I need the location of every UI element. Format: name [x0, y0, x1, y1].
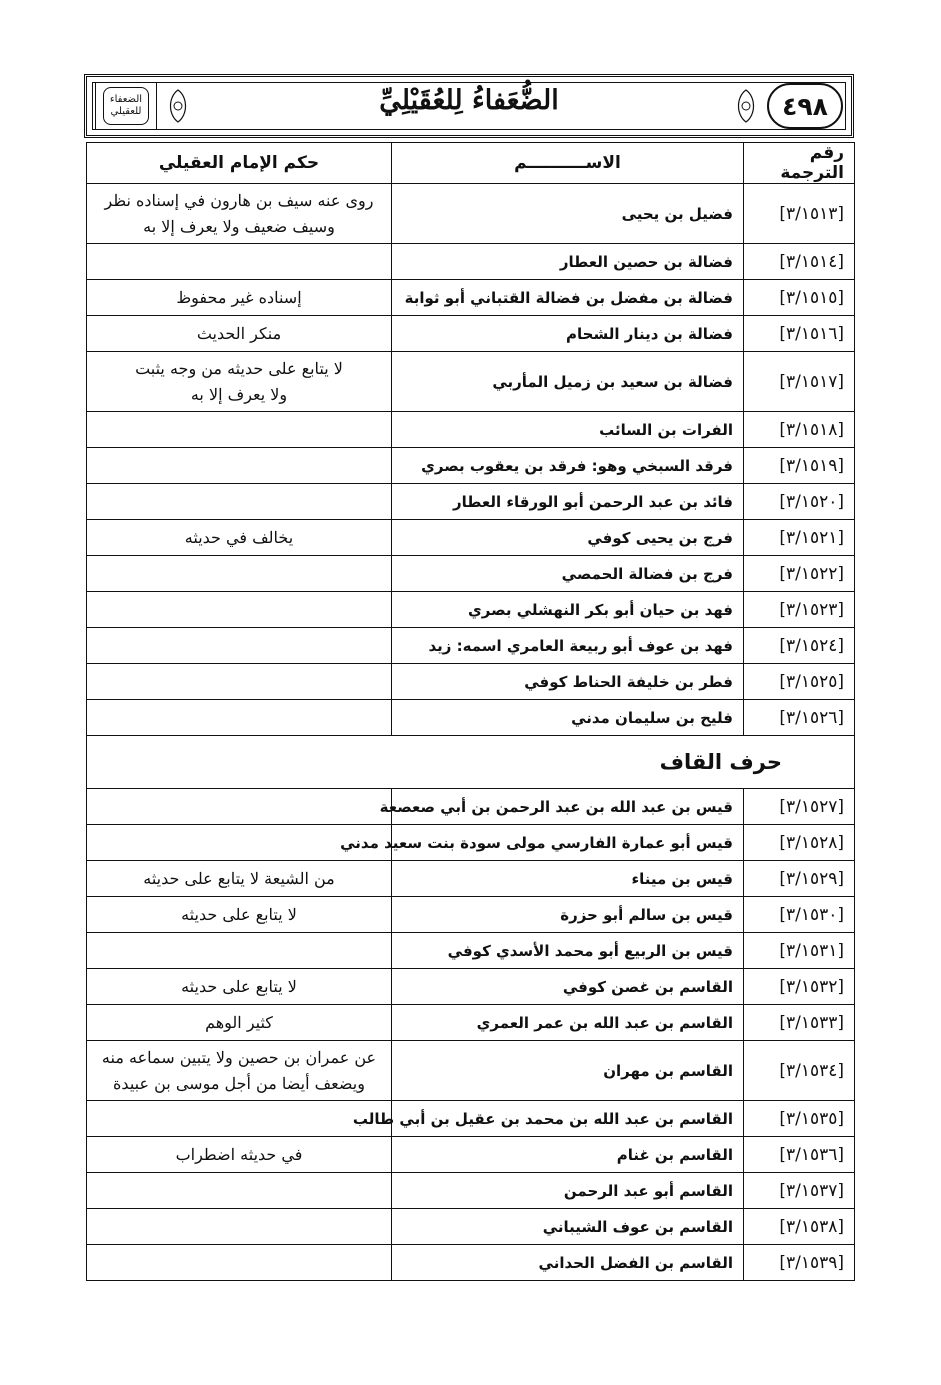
narrator-name: القاسم بن غصن كوفي [392, 969, 744, 1005]
narrators-table [86, 142, 855, 1281]
ruling-cell [87, 412, 392, 448]
entry-number: [٣/١٥١٤] [744, 244, 855, 280]
ruling-line: يخالف في حديثه [184, 527, 294, 547]
ornament-right-icon [731, 87, 761, 125]
ruling-cell [87, 1137, 392, 1173]
ruling-line: ويضعف أيضا من أجل موسى بن عبيدة [113, 1073, 365, 1093]
ruling-line: عن عمران بن حصين ولا يتبين سماعه منه [101, 1047, 377, 1067]
table-row [87, 628, 855, 664]
table-row [87, 700, 855, 736]
table-row [87, 1137, 855, 1173]
narrator-name: فرقد السبخي وهو: فرقد بن يعقوب بصري [392, 448, 744, 484]
ruling-line: منكر الحديث [196, 323, 282, 343]
entry-number: [٣/١٥٣٤] [744, 1041, 855, 1101]
narrator-name: فطر بن خليفة الحناط كوفي [392, 664, 744, 700]
ruling-cell [87, 448, 392, 484]
narrator-name: فهد بن عوف أبو ربيعة العامري اسمه: زيد [392, 628, 744, 664]
narrator-name: فضيل بن يحيى [392, 184, 744, 244]
table-row [87, 412, 855, 448]
narrator-name: قيس بن ميناء [392, 861, 744, 897]
table-body [87, 184, 855, 1281]
entry-number: [٣/١٥٢٠] [744, 484, 855, 520]
table-row [87, 789, 855, 825]
entry-number: [٣/١٥٣٢] [744, 969, 855, 1005]
entry-number: [٣/١٥٣٧] [744, 1173, 855, 1209]
entry-number: [٣/١٥٣٣] [744, 1005, 855, 1041]
narrator-name: الفرات بن السائب [392, 412, 744, 448]
narrator-name: قيس أبو عمارة الفارسي مولى سودة بنت سعيد مدني [392, 825, 744, 861]
ruling-cell [87, 861, 392, 897]
ruling-cell [87, 789, 392, 825]
page-number: ٤٩٨ [767, 83, 843, 129]
table-row [87, 969, 855, 1005]
ruling-cell [87, 556, 392, 592]
entry-number: [٣/١٥٢٦] [744, 700, 855, 736]
table-row [87, 280, 855, 316]
table-row [87, 244, 855, 280]
narrator-name: القاسم بن مهران [392, 1041, 744, 1101]
table-row [87, 592, 855, 628]
ruling-cell [87, 664, 392, 700]
table-row [87, 825, 855, 861]
narrator-name: القاسم أبو عبد الرحمن [392, 1173, 744, 1209]
table-row [87, 352, 855, 412]
book-logo-text: الضعفاء للعقيلي [103, 87, 149, 125]
ruling-cell [87, 1041, 392, 1101]
table-row [87, 861, 855, 897]
ruling-cell [87, 700, 392, 736]
table-row [87, 184, 855, 244]
narrator-name: قيس بن سالم أبو حزرة [392, 897, 744, 933]
entry-number: [٣/١٥٢٧] [744, 789, 855, 825]
table-row [87, 316, 855, 352]
narrator-name: القاسم بن عبد الله بن محمد بن عقيل بن أبي طالب [392, 1101, 744, 1137]
ruling-cell [87, 1005, 392, 1041]
page-header [84, 74, 854, 138]
table-row [87, 1005, 855, 1041]
ruling-line: لا يتابع على حديثه [181, 976, 297, 996]
narrator-name: فضالة بن حصين العطار [392, 244, 744, 280]
ruling-cell [87, 484, 392, 520]
narrator-name: القاسم بن الفضل الحداني [392, 1245, 744, 1281]
entry-number: [٣/١٥٢٩] [744, 861, 855, 897]
narrator-name: فضالة بن سعيد بن زميل المأربي [392, 352, 744, 412]
ruling-line: في حديثه اضطراب [175, 1144, 303, 1164]
entry-number: [٣/١٥١٣] [744, 184, 855, 244]
table-row [87, 1209, 855, 1245]
column-header-entry-number: رقم الترجمة [744, 143, 855, 184]
narrator-name: فائد بن عبد الرحمن أبو الورقاء العطار [392, 484, 744, 520]
entry-number: [٣/١٥٣٨] [744, 1209, 855, 1245]
ruling-line: لا يتابع على حديثه من وجه يثبت [135, 358, 343, 378]
table-header-row [87, 143, 855, 184]
entry-number: [٣/١٥٢١] [744, 520, 855, 556]
table-row [87, 1101, 855, 1137]
entry-number: [٣/١٥٣٥] [744, 1101, 855, 1137]
ruling-cell [87, 280, 392, 316]
narrator-name: فضالة بن دينار الشحام [392, 316, 744, 352]
ruling-cell [87, 592, 392, 628]
ruling-cell [87, 1173, 392, 1209]
ruling-cell [87, 352, 392, 412]
table-row [87, 556, 855, 592]
ruling-cell [87, 628, 392, 664]
ruling-cell [87, 184, 392, 244]
entry-number: [٣/١٥٣٩] [744, 1245, 855, 1281]
table-row [87, 897, 855, 933]
narrator-name: فرج بن فضالة الحمصي [392, 556, 744, 592]
entry-number: [٣/١٥٣٠] [744, 897, 855, 933]
entry-number: [٣/١٥٢٢] [744, 556, 855, 592]
section-heading-row [87, 736, 855, 789]
ruling-cell [87, 1209, 392, 1245]
narrator-name: قيس بن عبد الله بن عبد الرحمن بن أبي صعصعة [392, 789, 744, 825]
entry-number: [٣/١٥١٩] [744, 448, 855, 484]
table-row [87, 448, 855, 484]
narrator-name: قيس بن الربيع أبو محمد الأسدي كوفي [392, 933, 744, 969]
narrator-name: القاسم بن عبد الله بن عمر العمري [392, 1005, 744, 1041]
entry-number: [٣/١٥٢٨] [744, 825, 855, 861]
table-row [87, 664, 855, 700]
ruling-cell [87, 969, 392, 1005]
entry-number: [٣/١٥٣٦] [744, 1137, 855, 1173]
table-row [87, 1041, 855, 1101]
ruling-cell [87, 244, 392, 280]
entry-number: [٣/١٥١٨] [744, 412, 855, 448]
table-row [87, 1173, 855, 1209]
ruling-line: من الشيعة لا يتابع على حديثه [143, 868, 335, 888]
book-title: الضُّعَفاءُ لِلعُقَيْلِيِّ [379, 85, 559, 116]
column-header-name: الاســــــــــم [392, 143, 744, 184]
ruling-cell [87, 520, 392, 556]
ruling-line: لا يتابع على حديثه [181, 904, 297, 924]
ruling-line: إسناده غير محفوظ [176, 287, 302, 307]
ruling-cell [87, 897, 392, 933]
ruling-cell [87, 1245, 392, 1281]
ruling-line: كثير الوهم [205, 1012, 273, 1032]
column-header-ruling: حكم الإمام العقيلي [87, 143, 392, 184]
entry-number: [٣/١٥٢٣] [744, 592, 855, 628]
narrator-name: فهد بن حيان أبو بكر النهشلي بصري [392, 592, 744, 628]
narrator-name: فليح بن سليمان مدني [392, 700, 744, 736]
ruling-line: ولا يعرف إلا به [190, 384, 288, 404]
ruling-cell [87, 933, 392, 969]
table-row [87, 520, 855, 556]
table-row [87, 1245, 855, 1281]
entry-number: [٣/١٥١٦] [744, 316, 855, 352]
table-row [87, 933, 855, 969]
narrator-name: فضالة بن مفضل بن فضالة القتباني أبو ثوابة [392, 280, 744, 316]
entry-number: [٣/١٥١٧] [744, 352, 855, 412]
section-title: حرف القاف [87, 736, 855, 789]
ruling-cell [87, 1101, 392, 1137]
narrator-name: القاسم بن غنام [392, 1137, 744, 1173]
entry-number: [٣/١٥٢٤] [744, 628, 855, 664]
narrator-name: القاسم بن عوف الشيباني [392, 1209, 744, 1245]
table-row [87, 484, 855, 520]
narrator-name: فرج بن يحيى كوفي [392, 520, 744, 556]
ruling-line: وسيف ضعيف ولا يعرف إلا به [143, 216, 335, 236]
entry-number: [٣/١٥٣١] [744, 933, 855, 969]
entry-number: [٣/١٥٢٥] [744, 664, 855, 700]
entry-number: [٣/١٥١٥] [744, 280, 855, 316]
ruling-cell [87, 316, 392, 352]
ruling-line: روى عنه سيف بن هارون في إسناده نظر [104, 190, 374, 210]
